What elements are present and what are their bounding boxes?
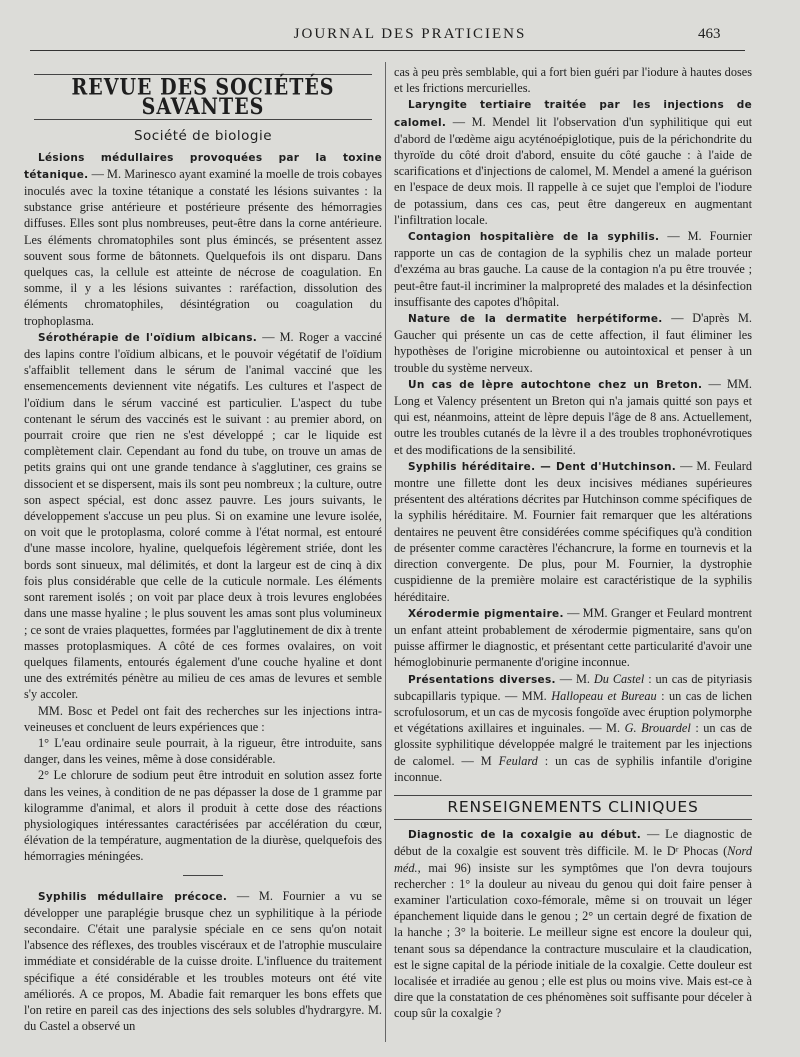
article-heading: Un cas de lèpre autochtone chez un Breton. [408, 378, 703, 391]
right-column [394, 64, 752, 1022]
renseignements-title: RENSEIGNEMENTS CLINIQUES [447, 797, 699, 816]
article-serotherapie [24, 329, 382, 703]
article-body: : un cas de glossite syphilitique développée malgré le traitement par les injections de calomel. — M [394, 721, 752, 768]
article-heading: Présentations diverses. [408, 673, 556, 686]
running-head [0, 26, 800, 46]
article-presentations [394, 671, 752, 785]
article-body: , mai 96) insiste sur les symptômes que l'on devra toujours rechercher : 1° la douleur au niveau du genou qui doit faire penser à examiner l'articulation coxo-fémorale, même si on trouvait un léger épanchement liquide dans le genou ; 2° un certain degré de fixation de la hanche ; 3° la boiterie. Le meilleur signe est encore la douleur qui, tenant sous sa dépendance la contracture musculaire et la claudication, est le signe capital de la période initiale de la coxalgie. Cette douleur est localisée et irradiée au genou ; elle est plus ou moins vive. Mais est-ce à dire que la constatation de ces phénomènes soit suffisante pour déceler à coup sûr la coxalgie ? [394, 860, 752, 1021]
page-number: 463 [698, 26, 721, 42]
article-lesions [24, 149, 382, 329]
article-body: — Le diagnostic de début de la coxalgie est souvent très difficile. M. le Dʳ Phocas ( [394, 827, 752, 859]
section-title: REVUE DES SOCIÉTÉS SAVANTES [71, 74, 335, 121]
article-body: — MM. Long et Valency présentent un Breton qui n'a jamais quitté son pays et qui est, néanmoins, atteint de lèpre depuis l'âge de 8 ans. Actuellement, outre les troubles cutanés de la lèvre il a des troubles trophonévrotiques et des modifications de la sensibilité. [394, 376, 752, 457]
article-body: : un cas de syphilis infantile d'origine inconnue. [394, 753, 752, 784]
article-body: — M. Feulard montre une fillette dont les deux incisives médianes supérieures présentent des altérations décrites par Hutchinson comme spécifiques de la syphilis héréditaire. M. Fournier fait remarquer que les altérations dentaires ne peuvent être considérées comme spécifiques qu'à condition de présenter comme caractères l'échancrure, la forme en tournevis et la direction convergente. De plus, pour M. Fournier, la dystrophie cuspidienne de la première molaire est caractéristique de la syphilis héréditaire. [394, 458, 752, 604]
article-laryngite [394, 96, 752, 228]
article-body: — M. [559, 671, 594, 686]
article-heading: Syphilis héréditaire. — Dent d'Hutchinson. [408, 460, 677, 473]
left-column [24, 64, 382, 1034]
article-paragraph: MM. Bosc et Pedel ont fait des recherches sur les injections intra-veineuses et concluent de leurs expériences que : [24, 703, 382, 734]
renseignements-frame [394, 795, 752, 820]
section-title-frame [34, 74, 372, 120]
article-heading: Contagion hospitalière de la syphilis. [408, 231, 660, 244]
subsection-title: Société de biologie [133, 128, 273, 145]
article-heading: Laryngite tertiaire traitée par les injections de calomel. [394, 99, 752, 129]
article-body: — M. Roger a vacciné des lapins contre l'oïdium albicans, et le pouvoir végétatif de l'oïdium s'affaiblit tellement dans le sérum de l'animal vacciné que les ensemencements deviennent vite négatifs. Les cultures et l'aspect de l'oïdium dans le sérum vacciné est particulier. L'aspect du tube contenant le sérum des vaccinés est le suivant : au premier abord, on pourrait croire que rien ne s'est développé ; car le liquide est complètement clair. Cependant au fond du tube, on trouve un amas de petits grains qui ont une grande tendance à s'agglutiner, ces grains se dissocient et se dispersent, mais ils sont peu nombreux ; la culture, outre son aspect spécial, est donc assez pauvre. Les jours suivants, le développement s'accuse un peu plus. Si on examine une levure isolée, on voit que le protoplasma, coloré comme à l'état normal, est entouré d'une masse incolore, hyaline, quelquefois légèrement striée, dont les bords sont sinueux, mal délimités, et dont la largeur est de cinq à dix fois plus considérable que celle de la cuticule normale. Les éléments sont rarement isolés ; on voit par place deux à trois levures englobées dans une masse hyaline ; le plus souvent les amas sont plus volumineux ; ce sont de vraies plaquettes, formées par l'agglutinement de dix à trente masses protoplasmiques. A côté de ces formes ovalaires, on voit quelques filaments, entourés également d'une couche hyaline et dont une des extrémités pénètre au milieu de ces amas de levures et semble s'y accoler. [24, 329, 382, 702]
source-citation: Nord méd. [394, 844, 752, 875]
author-name: Feulard [498, 753, 538, 768]
article-heading: Syphilis médullaire précoce. [38, 890, 228, 903]
article-paragraph: 1° L'eau ordinaire seule pourrait, à la rigueur, être introduite, sans danger, dans les veines, même à dose considérable. [24, 735, 382, 767]
article-body: : un cas de lichen scrofulosorum, et un cas de mycosis fongoïde avec éruption polymorphe et végétations axillaires et inguinales. — M. [394, 688, 752, 736]
article-paragraph: 2° Le chlorure de sodium peut être introduit en solution assez forte dans les veines, à condition de ne pas dépasser la dose de 1 gramme par kilogramme d'animal, et alors il produit à cette dose des réactions physiologiques intéressantes caractérisées par accélération du cœur, élévation de la température, augmentation de la diurèse, quelquefois des hémorragies méningées. [24, 768, 382, 864]
article-body: — M. Marinesco ayant examiné la moelle de trois cobayes inoculés avec la toxine tétanique a constaté les lésions suivantes : la substance grise antérieure et postérieure présente des hémorragies diffuses. Elles sont plus nombreuses, peut-être dans la corne antérieure. Les éléments chromatophiles sont plus émincés, se présentent assez souvent sous forme de bâtonnets. Quelquefois ils ont disparu. Dans quelques cas, la cellule est atteinte de nécrose de coagulation. En somme, il y a les lésions suivantes : raréfaction, dissolution des éléments chromatophiles, désintégration ou coagulation du trophoplasma. [24, 166, 382, 328]
article-heading: Xérodermie pigmentaire. [408, 607, 564, 620]
running-title: JOURNAL DES PRATICIENS [293, 26, 527, 42]
article-contagion [394, 228, 752, 310]
continued-paragraph: cas à peu près semblable, qui a fort bien guéri par l'iodure à hautes doses et les frictions mercurielles. [394, 65, 752, 96]
article-body: — M. Mendel lit l'observation d'un syphilitique qui eut d'abord de l'œdème aigu acyténoépiglotique, puis de la périchondrite du thyroïde du côté droit d'abord, ensuite du côté gauche : à l'aide de scarifications et d'injections de calomel, M. Mendel a amené la guérison en l'espace de deux mois. Il rappelle à ce sujet que l'emploi de l'iodure de potassium, dans ces cas, peut être dangereux en augmentant l'infiltration locale. [394, 114, 753, 227]
header-rule [30, 50, 745, 51]
article-body: — M. Fournier rapporte un cas de contagion de la syphilis chez un malade porteur d'exzéma au bras gauche. La cause de la contagion n'a pu être trouvée ; peut-être faut-il incriminer la malpropreté des malades et la désinfection insuffisante des capotes d'hôpital. [394, 229, 752, 309]
column-divider [385, 62, 386, 1042]
article-syphilis-hereditaire [394, 458, 752, 605]
article-body: — M. Fournier a vu se développer une paraplégie brusque chez un syphilitique à la période secondaire. C'était une paralysie spéciale en ce sens qu'on notait l'absence des réflexes, des troubles viscéraux et de l'atrophie musculaire immédiate et considérable de la cuisse droite. L'influence du traitement spécifique a été considérable et les troubles moteurs ont été vite améliorés. A ce propos, M. Abadie fait remarquer les bons effets que l'on retire en pareil cas des injections des sels solubles d'hydrargyre. M. du Castel a observé un [24, 888, 382, 1034]
author-name: G. Brouardel [624, 721, 691, 736]
article-body: — D'après M. Gaucher qui présente un cas de cette affection, il faut éliminer les hypothèses de l'origine microbienne ou autointoxical et penser à un trouble du système nerveux. [394, 311, 752, 375]
article-body: — MM. Granger et Feulard montrent un enfant atteint probablement de xérodermie pigmentaire, sans qu'on puisse affirmer le diagnostic, et présentant cette particularité d'avoir une hémoglobinurie permanente d'origine inconnue. [394, 605, 752, 670]
article-xerodermie [394, 605, 752, 671]
article-coxalgie [394, 826, 752, 1021]
article-heading: Lésions médullaires provoquées par la toxine tétanique. [24, 151, 382, 181]
article-dermatite [394, 310, 752, 376]
article-heading: Nature de la dermatite herpétiforme. [408, 313, 663, 326]
author-name: Du Castel [593, 671, 645, 686]
article-lepre [394, 376, 752, 458]
article-body: : un cas de pityriasis subcapillaris typique. — MM. [394, 671, 752, 703]
article-syphilis-medullaire [24, 888, 382, 1035]
article-heading: Sérothérapie de l'oïdium albicans. [38, 331, 258, 344]
article-heading: Diagnostic de la coxalgie au début. [408, 829, 642, 842]
author-name: Hallopeau et Bureau [551, 688, 657, 703]
separator-rule [183, 875, 223, 876]
